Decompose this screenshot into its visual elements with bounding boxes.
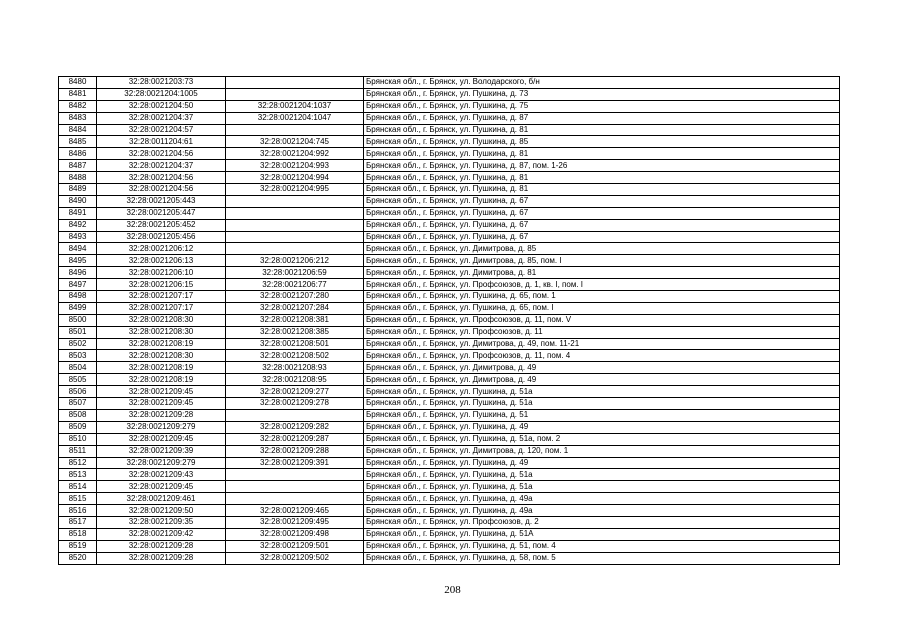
row-number-cell: 8502: [59, 338, 97, 350]
object-cadastral-number-cell: 32:28:0021207:280: [226, 291, 364, 303]
table-row: [59, 279, 840, 291]
table-row: [59, 136, 840, 148]
address-cell: Брянская обл., г. Брянск, ул. Пушкина, д. 58, пом. 5: [364, 552, 840, 564]
table-row: [59, 386, 840, 398]
address-cell: Брянская обл., г. Брянск, ул. Профсоюзов, д. 1, кв. I, пом. I: [364, 279, 840, 291]
parcel-cadastral-number-cell: 32:28:0021206:15: [97, 279, 226, 291]
object-cadastral-number-cell: 32:28:0021204:994: [226, 172, 364, 184]
row-number-cell: 8517: [59, 516, 97, 528]
address-cell: Брянская обл., г. Брянск, ул. Володарского, б/н: [364, 77, 840, 89]
parcel-cadastral-number-cell: 32:28:0021209:28: [97, 540, 226, 552]
table-row: [59, 540, 840, 552]
page-number: 208: [444, 584, 461, 596]
row-number-cell: 8491: [59, 207, 97, 219]
address-cell: Брянская обл., г. Брянск, ул. Профсоюзов, д. 11, пом. V: [364, 314, 840, 326]
object-cadastral-number-cell: [226, 409, 364, 421]
address-cell: Брянская обл., г. Брянск, ул. Пушкина, д. 87, пом. 1-26: [364, 160, 840, 172]
row-number-cell: 8498: [59, 291, 97, 303]
table-row: [59, 409, 840, 421]
table-row: [59, 207, 840, 219]
address-cell: Брянская обл., г. Брянск, ул. Пушкина, д. 67: [364, 219, 840, 231]
object-cadastral-number-cell: [226, 243, 364, 255]
table-row: [59, 88, 840, 100]
object-cadastral-number-cell: 32:28:0021209:501: [226, 540, 364, 552]
parcel-cadastral-number-cell: 32:28:0021205:456: [97, 231, 226, 243]
address-cell: Брянская обл., г. Брянск, ул. Димитрова, д. 85: [364, 243, 840, 255]
table-row: [59, 255, 840, 267]
object-cadastral-number-cell: 32:28:0021209:282: [226, 421, 364, 433]
parcel-cadastral-number-cell: 32:28:0021208:19: [97, 374, 226, 386]
parcel-cadastral-number-cell: 32:28:0021209:461: [97, 493, 226, 505]
address-cell: Брянская обл., г. Брянск, ул. Пушкина, д. 73: [364, 88, 840, 100]
table-row: [59, 231, 840, 243]
registry-table-body: [59, 77, 840, 565]
object-cadastral-number-cell: 32:28:0021209:498: [226, 528, 364, 540]
row-number-cell: 8493: [59, 231, 97, 243]
object-cadastral-number-cell: 32:28:0021208:501: [226, 338, 364, 350]
row-number-cell: 8520: [59, 552, 97, 564]
parcel-cadastral-number-cell: 32:28:0021208:19: [97, 338, 226, 350]
table-row: [59, 362, 840, 374]
row-number-cell: 8508: [59, 409, 97, 421]
parcel-cadastral-number-cell: 32:28:0021204:50: [97, 100, 226, 112]
parcel-cadastral-number-cell: 32:28:0021204:37: [97, 160, 226, 172]
table-row: [59, 516, 840, 528]
address-cell: Брянская обл., г. Брянск, ул. Пушкина, д. 75: [364, 100, 840, 112]
parcel-cadastral-number-cell: 32:28:0021204:56: [97, 184, 226, 196]
object-cadastral-number-cell: 32:28:0021206:212: [226, 255, 364, 267]
parcel-cadastral-number-cell: 32:28:0021209:42: [97, 528, 226, 540]
row-number-cell: 8500: [59, 314, 97, 326]
registry-table: [58, 76, 840, 565]
row-number-cell: 8497: [59, 279, 97, 291]
parcel-cadastral-number-cell: 32:28:0021206:12: [97, 243, 226, 255]
row-number-cell: 8490: [59, 195, 97, 207]
object-cadastral-number-cell: 32:28:0021209:287: [226, 433, 364, 445]
object-cadastral-number-cell: 32:28:0021208:95: [226, 374, 364, 386]
object-cadastral-number-cell: 32:28:0021209:502: [226, 552, 364, 564]
parcel-cadastral-number-cell: 32:28:0021208:30: [97, 326, 226, 338]
parcel-cadastral-number-cell: 32:28:0021203:73: [97, 77, 226, 89]
address-cell: Брянская обл., г. Брянск, ул. Пушкина, д. 81: [364, 148, 840, 160]
table-row: [59, 172, 840, 184]
address-cell: Брянская обл., г. Брянск, ул. Пушкина, д. 49а: [364, 505, 840, 517]
address-cell: Брянская обл., г. Брянск, ул. Пушкина, д. 51а: [364, 481, 840, 493]
table-row: [59, 433, 840, 445]
table-row: [59, 469, 840, 481]
table-row: [59, 493, 840, 505]
row-number-cell: 8482: [59, 100, 97, 112]
address-cell: Брянская обл., г. Брянск, ул. Пушкина, д. 51а: [364, 469, 840, 481]
table-row: [59, 77, 840, 89]
row-number-cell: 8480: [59, 77, 97, 89]
parcel-cadastral-number-cell: 32:28:0021209:39: [97, 445, 226, 457]
parcel-cadastral-number-cell: 32:28:0021209:45: [97, 386, 226, 398]
row-number-cell: 8513: [59, 469, 97, 481]
parcel-cadastral-number-cell: 32:28:0021207:17: [97, 302, 226, 314]
row-number-cell: 8487: [59, 160, 97, 172]
row-number-cell: 8516: [59, 505, 97, 517]
object-cadastral-number-cell: [226, 481, 364, 493]
address-cell: Брянская обл., г. Брянск, ул. Пушкина, д. 49: [364, 457, 840, 469]
address-cell: Брянская обл., г. Брянск, ул. Пушкина, д. 51а: [364, 386, 840, 398]
table-row: [59, 326, 840, 338]
address-cell: Брянская обл., г. Брянск, ул. Димитрова, д. 81: [364, 267, 840, 279]
object-cadastral-number-cell: 32:28:0021208:385: [226, 326, 364, 338]
parcel-cadastral-number-cell: 32:28:0021206:10: [97, 267, 226, 279]
table-row: [59, 302, 840, 314]
row-number-cell: 8509: [59, 421, 97, 433]
row-number-cell: 8515: [59, 493, 97, 505]
parcel-cadastral-number-cell: 32:28:0021209:45: [97, 398, 226, 410]
table-row: [59, 314, 840, 326]
object-cadastral-number-cell: 32:28:0021207:284: [226, 302, 364, 314]
table-row: [59, 243, 840, 255]
parcel-cadastral-number-cell: 32:28:0021209:279: [97, 421, 226, 433]
table-row: [59, 505, 840, 517]
row-number-cell: 8512: [59, 457, 97, 469]
object-cadastral-number-cell: 32:28:0021204:993: [226, 160, 364, 172]
row-number-cell: 8483: [59, 112, 97, 124]
table-row: [59, 291, 840, 303]
object-cadastral-number-cell: 32:28:0021209:465: [226, 505, 364, 517]
object-cadastral-number-cell: [226, 219, 364, 231]
address-cell: Брянская обл., г. Брянск, ул. Пушкина, д. 87: [364, 112, 840, 124]
address-cell: Брянская обл., г. Брянск, ул. Димитрова, д. 49: [364, 374, 840, 386]
row-number-cell: 8505: [59, 374, 97, 386]
address-cell: Брянская обл., г. Брянск, ул. Пушкина, д. 67: [364, 231, 840, 243]
object-cadastral-number-cell: [226, 493, 364, 505]
address-cell: Брянская обл., г. Брянск, ул. Пушкина, д. 81: [364, 124, 840, 136]
address-cell: Брянская обл., г. Брянск, ул. Пушкина, д. 65, пом. 1: [364, 291, 840, 303]
object-cadastral-number-cell: 32:28:0021209:288: [226, 445, 364, 457]
address-cell: Брянская обл., г. Брянск, ул. Профсоюзов, д. 11: [364, 326, 840, 338]
table-row: [59, 219, 840, 231]
address-cell: Брянская обл., г. Брянск, ул. Димитрова, д. 120, пом. 1: [364, 445, 840, 457]
address-cell: Брянская обл., г. Брянск, ул. Пушкина, д. 65, пом. I: [364, 302, 840, 314]
object-cadastral-number-cell: [226, 77, 364, 89]
parcel-cadastral-number-cell: 32:28:0021207:17: [97, 291, 226, 303]
table-row: [59, 148, 840, 160]
object-cadastral-number-cell: 32:28:0021204:995: [226, 184, 364, 196]
row-number-cell: 8494: [59, 243, 97, 255]
object-cadastral-number-cell: 32:28:0021208:93: [226, 362, 364, 374]
table-row: [59, 184, 840, 196]
table-row: [59, 528, 840, 540]
object-cadastral-number-cell: [226, 195, 364, 207]
row-number-cell: 8492: [59, 219, 97, 231]
address-cell: Брянская обл., г. Брянск, ул. Димитрова, д. 49: [364, 362, 840, 374]
table-row: [59, 457, 840, 469]
address-cell: Брянская обл., г. Брянск, ул. Пушкина, д. 51, пом. 4: [364, 540, 840, 552]
address-cell: Брянская обл., г. Брянск, ул. Пушкина, д. 51А: [364, 528, 840, 540]
parcel-cadastral-number-cell: 32:28:0021209:279: [97, 457, 226, 469]
parcel-cadastral-number-cell: 32:28:0011204:61: [97, 136, 226, 148]
object-cadastral-number-cell: 32:28:0021204:992: [226, 148, 364, 160]
parcel-cadastral-number-cell: 32:28:0021209:35: [97, 516, 226, 528]
parcel-cadastral-number-cell: 32:28:0021205:447: [97, 207, 226, 219]
address-cell: Брянская обл., г. Брянск, ул. Пушкина, д. 51а, пом. 2: [364, 433, 840, 445]
row-number-cell: 8488: [59, 172, 97, 184]
address-cell: Брянская обл., г. Брянск, ул. Пушкина, д. 51а: [364, 398, 840, 410]
row-number-cell: 8499: [59, 302, 97, 314]
row-number-cell: 8511: [59, 445, 97, 457]
table-row: [59, 374, 840, 386]
parcel-cadastral-number-cell: 32:28:0021204:56: [97, 148, 226, 160]
object-cadastral-number-cell: [226, 88, 364, 100]
table-row: [59, 481, 840, 493]
parcel-cadastral-number-cell: 32:28:0021209:45: [97, 433, 226, 445]
row-number-cell: 8503: [59, 350, 97, 362]
row-number-cell: 8514: [59, 481, 97, 493]
table-row: [59, 398, 840, 410]
object-cadastral-number-cell: 32:28:0021209:277: [226, 386, 364, 398]
table-row: [59, 160, 840, 172]
address-cell: Брянская обл., г. Брянск, ул. Пушкина, д. 81: [364, 172, 840, 184]
address-cell: Брянская обл., г. Брянск, ул. Пушкина, д. 51: [364, 409, 840, 421]
parcel-cadastral-number-cell: 32:28:0021208:19: [97, 362, 226, 374]
object-cadastral-number-cell: 32:28:0021206:59: [226, 267, 364, 279]
address-cell: Брянская обл., г. Брянск, ул. Пушкина, д. 85: [364, 136, 840, 148]
table-row: [59, 350, 840, 362]
row-number-cell: 8510: [59, 433, 97, 445]
parcel-cadastral-number-cell: 32:28:0021209:28: [97, 552, 226, 564]
object-cadastral-number-cell: 32:28:0021206:77: [226, 279, 364, 291]
parcel-cadastral-number-cell: 32:28:0021204:37: [97, 112, 226, 124]
row-number-cell: 8506: [59, 386, 97, 398]
table-row: [59, 195, 840, 207]
address-cell: Брянская обл., г. Брянск, ул. Пушкина, д. 49: [364, 421, 840, 433]
row-number-cell: 8507: [59, 398, 97, 410]
parcel-cadastral-number-cell: 32:28:0021208:30: [97, 314, 226, 326]
row-number-cell: 8496: [59, 267, 97, 279]
row-number-cell: 8481: [59, 88, 97, 100]
row-number-cell: 8501: [59, 326, 97, 338]
row-number-cell: 8504: [59, 362, 97, 374]
object-cadastral-number-cell: 32:28:0021204:1047: [226, 112, 364, 124]
table-row: [59, 421, 840, 433]
table-row: [59, 552, 840, 564]
address-cell: Брянская обл., г. Брянск, ул. Профсоюзов, д. 11, пом. 4: [364, 350, 840, 362]
row-number-cell: 8495: [59, 255, 97, 267]
object-cadastral-number-cell: [226, 231, 364, 243]
parcel-cadastral-number-cell: 32:28:0021208:30: [97, 350, 226, 362]
parcel-cadastral-number-cell: 32:28:0021205:443: [97, 195, 226, 207]
row-number-cell: 8485: [59, 136, 97, 148]
object-cadastral-number-cell: [226, 124, 364, 136]
parcel-cadastral-number-cell: 32:28:0021209:45: [97, 481, 226, 493]
parcel-cadastral-number-cell: 32:28:0021206:13: [97, 255, 226, 267]
row-number-cell: 8486: [59, 148, 97, 160]
address-cell: Брянская обл., г. Брянск, ул. Димитрова, д. 85, пом. I: [364, 255, 840, 267]
address-cell: Брянская обл., г. Брянск, ул. Пушкина, д. 49а: [364, 493, 840, 505]
object-cadastral-number-cell: 32:28:0021209:391: [226, 457, 364, 469]
address-cell: Брянская обл., г. Брянск, ул. Димитрова, д. 49, пом. 11-21: [364, 338, 840, 350]
row-number-cell: 8519: [59, 540, 97, 552]
object-cadastral-number-cell: 32:28:0021208:381: [226, 314, 364, 326]
address-cell: Брянская обл., г. Брянск, ул. Пушкина, д. 67: [364, 195, 840, 207]
parcel-cadastral-number-cell: 32:28:0021204:1005: [97, 88, 226, 100]
table-row: [59, 124, 840, 136]
parcel-cadastral-number-cell: 32:28:0021209:28: [97, 409, 226, 421]
object-cadastral-number-cell: 32:28:0021204:1037: [226, 100, 364, 112]
parcel-cadastral-number-cell: 32:28:0021204:56: [97, 172, 226, 184]
table-row: [59, 112, 840, 124]
parcel-cadastral-number-cell: 32:28:0021209:43: [97, 469, 226, 481]
object-cadastral-number-cell: 32:28:0021209:495: [226, 516, 364, 528]
table-row: [59, 100, 840, 112]
address-cell: Брянская обл., г. Брянск, ул. Пушкина, д. 67: [364, 207, 840, 219]
parcel-cadastral-number-cell: 32:28:0021209:50: [97, 505, 226, 517]
row-number-cell: 8484: [59, 124, 97, 136]
table-row: [59, 267, 840, 279]
address-cell: Брянская обл., г. Брянск, ул. Профсоюзов, д. 2: [364, 516, 840, 528]
table-row: [59, 445, 840, 457]
object-cadastral-number-cell: 32:28:0021208:502: [226, 350, 364, 362]
object-cadastral-number-cell: 32:28:0021209:278: [226, 398, 364, 410]
parcel-cadastral-number-cell: 32:28:0021205:452: [97, 219, 226, 231]
row-number-cell: 8489: [59, 184, 97, 196]
row-number-cell: 8518: [59, 528, 97, 540]
address-cell: Брянская обл., г. Брянск, ул. Пушкина, д. 81: [364, 184, 840, 196]
object-cadastral-number-cell: 32:28:0021204:745: [226, 136, 364, 148]
object-cadastral-number-cell: [226, 207, 364, 219]
object-cadastral-number-cell: [226, 469, 364, 481]
parcel-cadastral-number-cell: 32:28:0021204:57: [97, 124, 226, 136]
table-row: [59, 338, 840, 350]
